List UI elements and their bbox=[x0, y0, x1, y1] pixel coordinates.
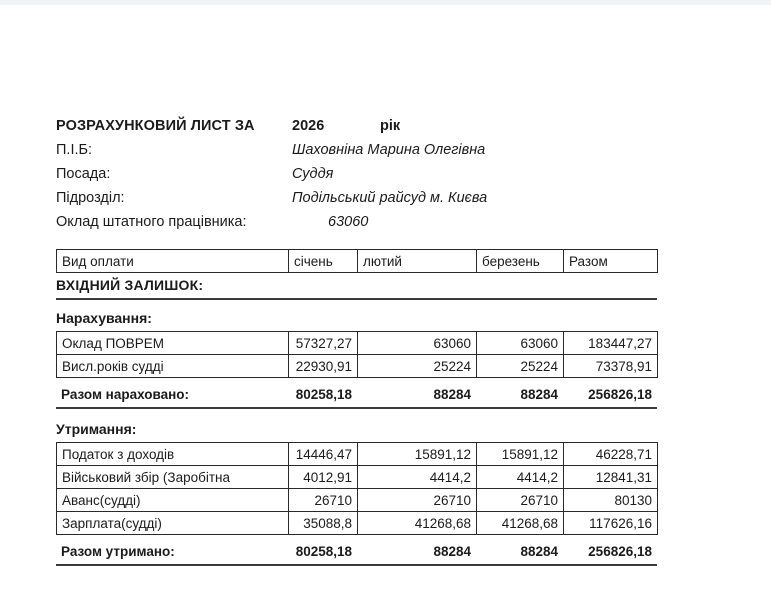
row-label: Висл.років судді bbox=[57, 355, 289, 378]
cell-total: 183447,27 bbox=[564, 332, 658, 355]
table-header-row bbox=[57, 250, 658, 273]
cell-february: 25224 bbox=[358, 355, 477, 378]
accruals-table bbox=[56, 331, 658, 378]
page-title: РОЗРАХУНКОВИЙ ЛИСТ ЗА bbox=[56, 118, 255, 134]
department-label: Підрозділ: bbox=[56, 190, 125, 206]
year-value: 2026 bbox=[292, 118, 325, 134]
total-label: Разом нараховано: bbox=[61, 387, 190, 402]
column-header-payment-type: Вид оплати bbox=[57, 250, 289, 273]
total-cell-january: 80258,18 bbox=[295, 387, 352, 402]
position-value: Суддя bbox=[292, 166, 334, 182]
cell-january: 4012,91 bbox=[289, 466, 358, 489]
total-cell-february: 88284 bbox=[433, 387, 471, 402]
field-row-department bbox=[56, 190, 666, 214]
cell-march: 26710 bbox=[477, 489, 564, 512]
field-row-fullname bbox=[56, 142, 666, 166]
cell-march: 4414,2 bbox=[477, 466, 564, 489]
row-label: Зарплата(судді) bbox=[57, 512, 289, 535]
total-cell-march: 88284 bbox=[520, 544, 558, 559]
table-column-headers bbox=[56, 249, 658, 273]
column-header-january: січень bbox=[289, 250, 358, 273]
deductions-total-row bbox=[56, 539, 657, 564]
table-row bbox=[57, 466, 658, 489]
cell-february: 41268,68 bbox=[358, 512, 477, 535]
cell-february: 26710 bbox=[358, 489, 477, 512]
row-label: Оклад ПОВРЕМ bbox=[57, 332, 289, 355]
row-label: Військовий збір (Заробітна bbox=[57, 466, 289, 489]
column-header-march: березень bbox=[477, 250, 564, 273]
fullname-label: П.І.Б: bbox=[56, 142, 93, 158]
cell-february: 4414,2 bbox=[358, 466, 477, 489]
opening-balance-label: ВХІДНИЙ ЗАЛИШОК: bbox=[56, 277, 204, 293]
cell-february: 15891,12 bbox=[358, 443, 477, 466]
total-cell-february: 88284 bbox=[433, 544, 471, 559]
deductions-table bbox=[56, 442, 658, 535]
department-value: Подільський райсуд м. Києва bbox=[292, 190, 488, 206]
total-row bbox=[56, 382, 657, 407]
field-row-salary bbox=[56, 214, 666, 238]
cell-january: 14446,47 bbox=[289, 443, 358, 466]
row-label: Аванс(судді) bbox=[57, 489, 289, 512]
cell-march: 41268,68 bbox=[477, 512, 564, 535]
cell-total: 117626,16 bbox=[564, 512, 658, 535]
table-row bbox=[57, 443, 658, 466]
cell-january: 57327,27 bbox=[289, 332, 358, 355]
salary-label: Оклад штатного працівника: bbox=[56, 214, 247, 230]
cell-total: 46228,71 bbox=[564, 443, 658, 466]
row-label: Податок з доходів bbox=[57, 443, 289, 466]
accruals-total-row bbox=[56, 382, 657, 407]
cell-march: 25224 bbox=[477, 355, 564, 378]
fullname-value: Шаховніна Марина Олегівна bbox=[292, 142, 486, 158]
cell-total: 80130 bbox=[564, 489, 658, 512]
total-cell-march: 88284 bbox=[520, 387, 558, 402]
payslip-header bbox=[56, 118, 666, 238]
payslip-table-area bbox=[56, 249, 657, 566]
table-row bbox=[57, 355, 658, 378]
year-unit-label: рік bbox=[380, 118, 401, 134]
table-row bbox=[57, 332, 658, 355]
field-row-position bbox=[56, 166, 666, 190]
table-row bbox=[57, 512, 658, 535]
position-label: Посада: bbox=[56, 166, 111, 182]
deductions-section-label: Утримання: bbox=[56, 421, 137, 437]
cell-total: 12841,31 bbox=[564, 466, 658, 489]
column-header-february: лютий bbox=[358, 250, 477, 273]
cell-total: 73378,91 bbox=[564, 355, 658, 378]
total-row bbox=[56, 539, 657, 564]
deductions-total-rule bbox=[56, 564, 657, 566]
cell-february: 63060 bbox=[358, 332, 477, 355]
cell-january: 26710 bbox=[289, 489, 358, 512]
cell-january: 22930,91 bbox=[289, 355, 358, 378]
cell-march: 63060 bbox=[477, 332, 564, 355]
table-row bbox=[57, 489, 658, 512]
total-label: Разом утримано: bbox=[61, 544, 175, 559]
column-header-total: Разом bbox=[564, 250, 658, 273]
total-cell-sum: 256826,18 bbox=[588, 544, 652, 559]
total-cell-sum: 256826,18 bbox=[588, 387, 652, 402]
title-row bbox=[56, 118, 666, 142]
cell-january: 35088,8 bbox=[289, 512, 358, 535]
total-cell-january: 80258,18 bbox=[295, 544, 352, 559]
cell-march: 15891,12 bbox=[477, 443, 564, 466]
accruals-section-label: Нарахування: bbox=[56, 310, 152, 326]
salary-value: 63060 bbox=[328, 214, 369, 230]
